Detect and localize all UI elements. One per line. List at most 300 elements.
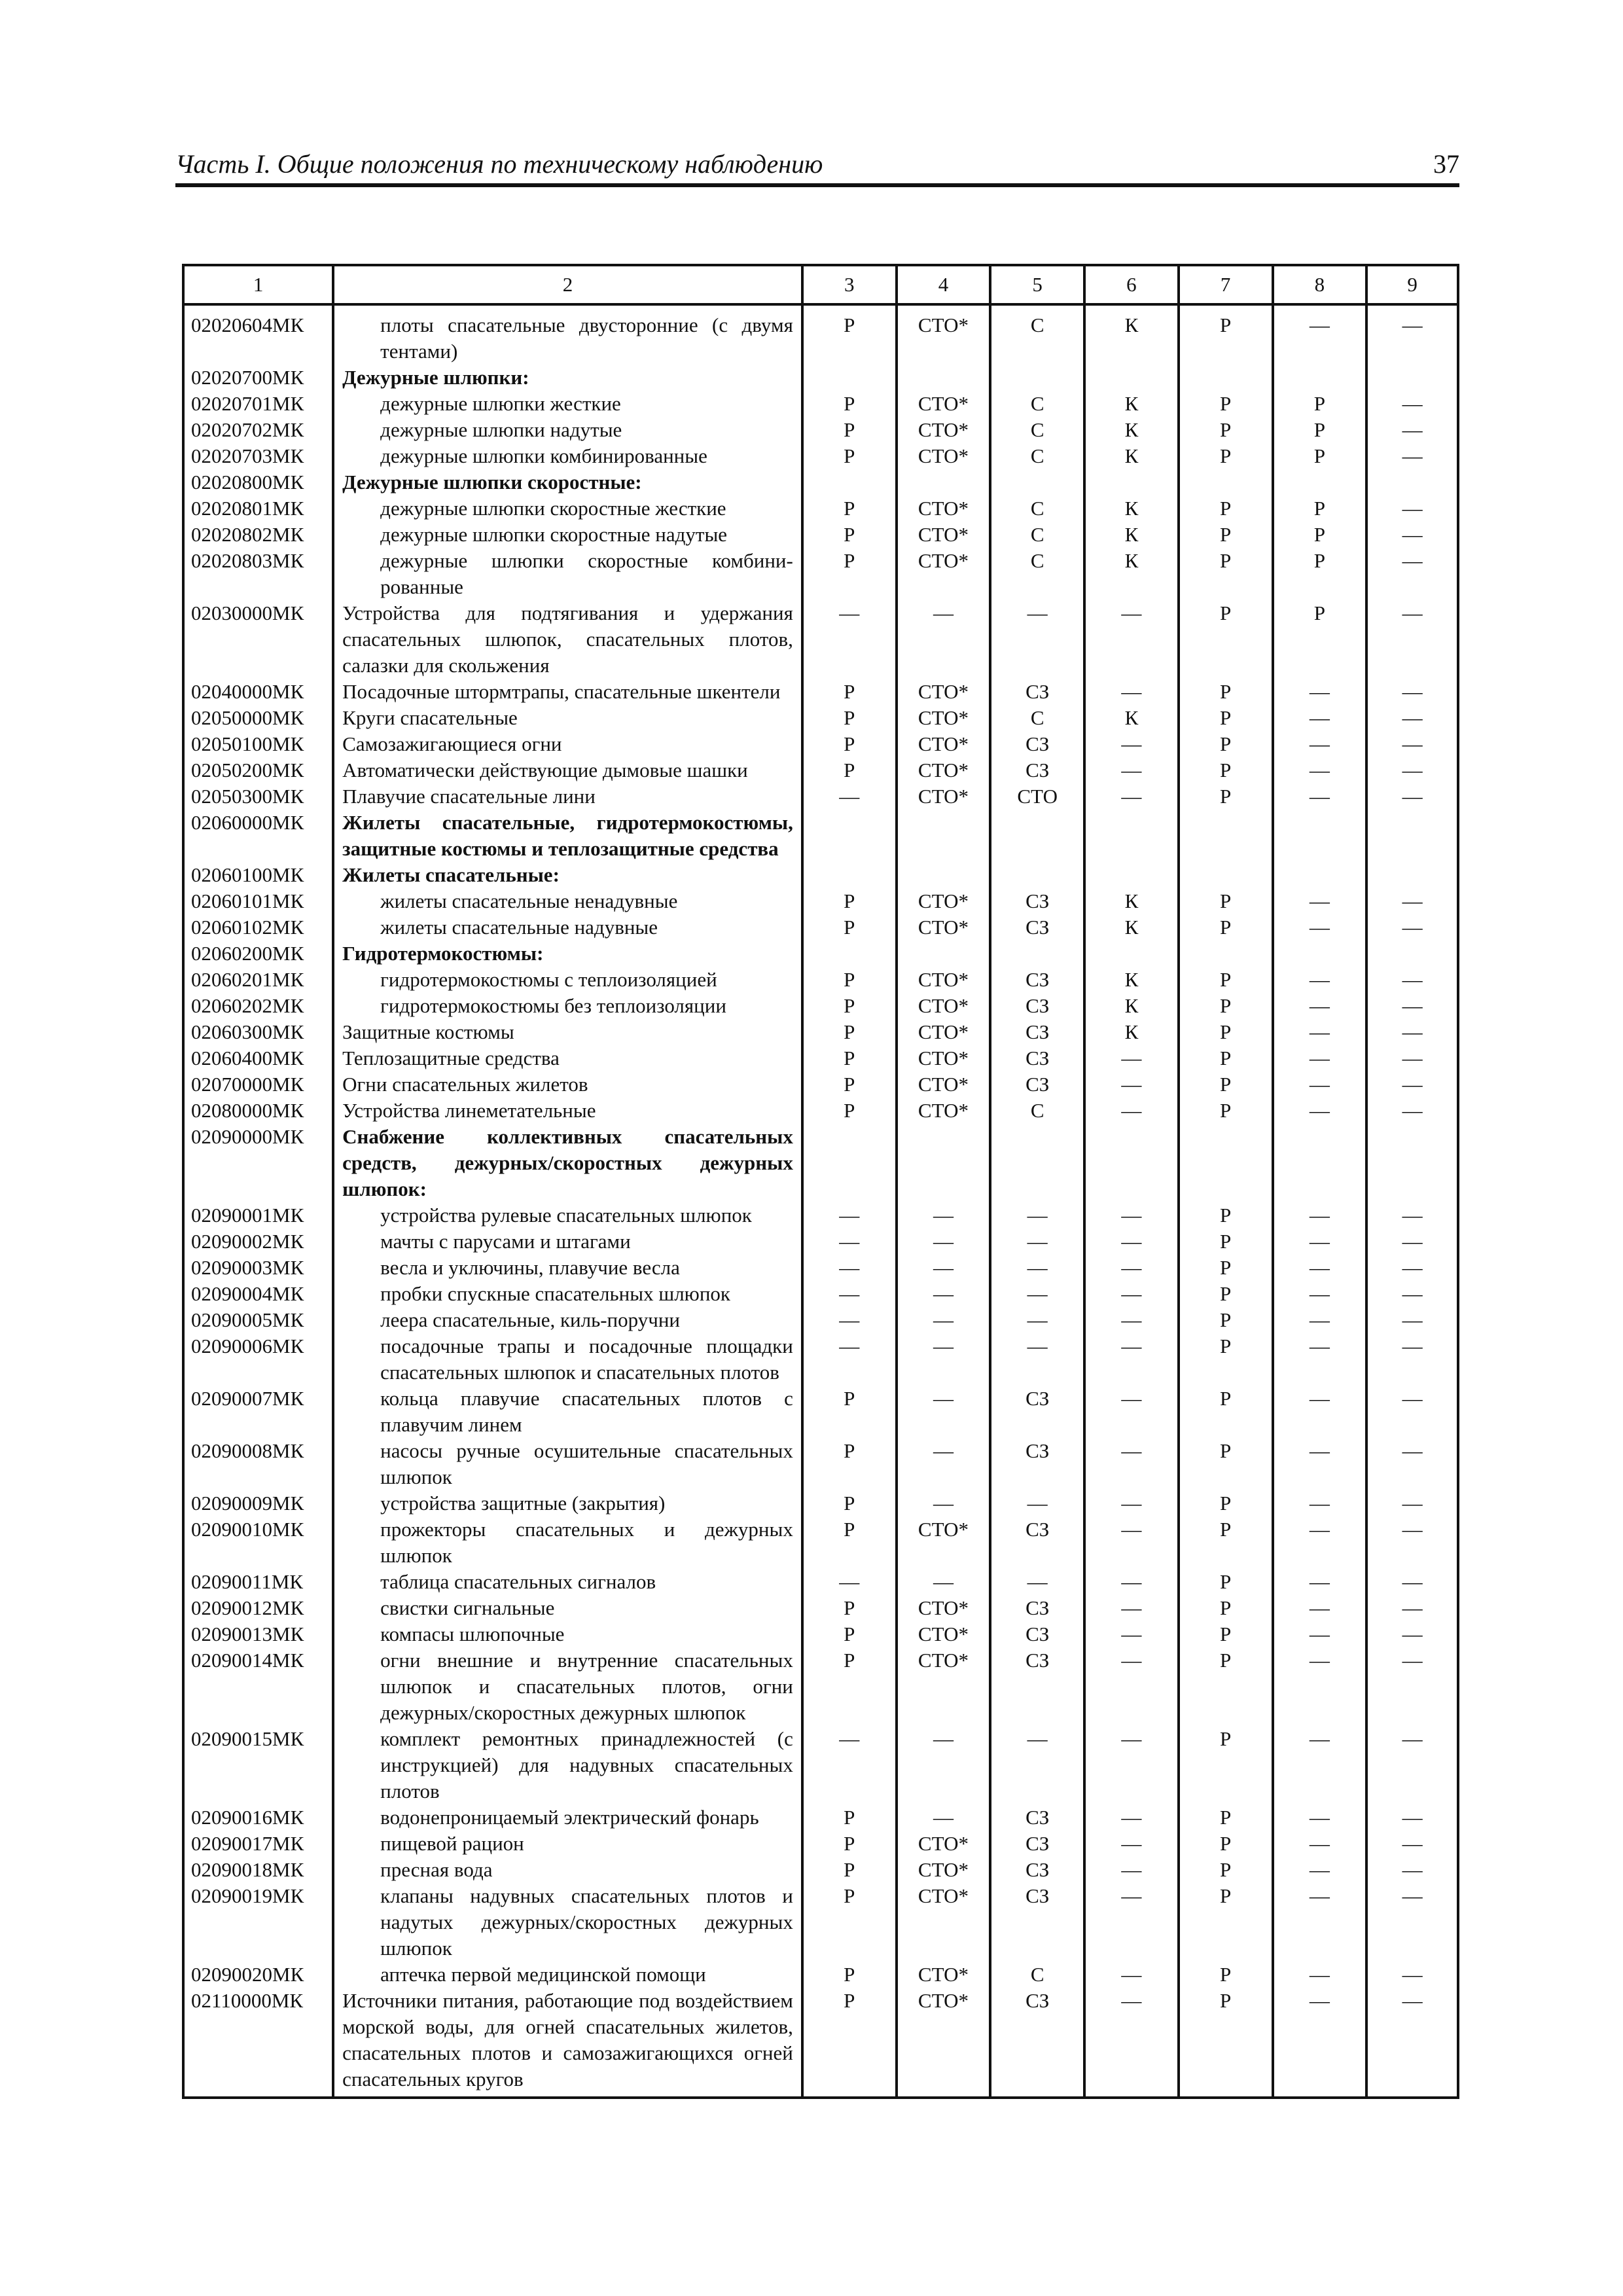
value-col-9: — (1366, 967, 1458, 993)
value-col-9: — (1366, 443, 1458, 469)
table-row (183, 522, 1458, 548)
item-code: 02060101МК (183, 888, 333, 914)
value-col-4: — (897, 1229, 991, 1255)
value-col-4: — (897, 1569, 991, 1595)
table-row (183, 967, 1458, 993)
item-name: клапаны надувных спасательных плотов и надутых дежурных/скоростных дежурных шлюпок (333, 1883, 802, 1962)
value-col-3: Р (802, 1857, 897, 1883)
value-col-7: Р (1179, 914, 1273, 941)
item-code: 02090020МК (183, 1962, 333, 1988)
value-col-5: — (990, 1569, 1084, 1595)
value-col-3: Р (802, 495, 897, 522)
value-col-9: — (1366, 1490, 1458, 1516)
value-col-9: — (1366, 1831, 1458, 1857)
value-col-7: Р (1179, 1045, 1273, 1071)
value-col-6: — (1084, 1098, 1179, 1124)
item-name: кольца плавучие спасательных плотов с плавучим линем (333, 1386, 802, 1438)
value-col-3: — (802, 1726, 897, 1804)
value-col-3: Р (802, 304, 897, 365)
item-name: прожекторы спасательных и дежурных шлюпок (333, 1516, 802, 1569)
value-col-5: — (990, 600, 1084, 679)
value-col-9: — (1366, 783, 1458, 810)
value-col-7: Р (1179, 1307, 1273, 1333)
item-code: 02070000МК (183, 1071, 333, 1098)
value-col-7: Р (1179, 1516, 1273, 1569)
table-row (183, 469, 1458, 495)
table-row (183, 443, 1458, 469)
value-col-4: СТО* (897, 391, 991, 417)
value-col-5: — (990, 1490, 1084, 1516)
value-col-9: — (1366, 417, 1458, 443)
value-col-4: — (897, 1726, 991, 1804)
value-col-7: Р (1179, 1255, 1273, 1281)
value-col-5: СЗ (990, 1386, 1084, 1438)
value-col-3: Р (802, 1621, 897, 1647)
value-col-7 (1179, 469, 1273, 495)
value-col-6 (1084, 469, 1179, 495)
value-col-8: — (1273, 1333, 1367, 1386)
value-col-5: — (990, 1307, 1084, 1333)
value-col-6: — (1084, 1045, 1179, 1071)
value-col-6: — (1084, 1490, 1179, 1516)
value-col-6: К (1084, 993, 1179, 1019)
value-col-8: — (1273, 1831, 1367, 1857)
value-col-5: СТО (990, 783, 1084, 810)
value-col-8: — (1273, 1988, 1367, 2098)
value-col-6: — (1084, 1726, 1179, 1804)
value-col-8: — (1273, 1438, 1367, 1490)
value-col-7 (1179, 1124, 1273, 1202)
value-col-4: СТО* (897, 1883, 991, 1962)
item-code: 02090018МК (183, 1857, 333, 1883)
value-col-8 (1273, 810, 1367, 862)
value-col-4 (897, 862, 991, 888)
table-row (183, 1595, 1458, 1621)
value-col-9: — (1366, 391, 1458, 417)
value-col-7: Р (1179, 1229, 1273, 1255)
value-col-8: — (1273, 1516, 1367, 1569)
item-code: 02090002МК (183, 1229, 333, 1255)
item-name: дежурные шлюпки скоростные надутые (333, 522, 802, 548)
value-col-7: Р (1179, 1281, 1273, 1307)
value-col-4: — (897, 1333, 991, 1386)
value-col-8: Р (1273, 391, 1367, 417)
value-col-6: — (1084, 1229, 1179, 1255)
value-col-9: — (1366, 304, 1458, 365)
table-row (183, 1307, 1458, 1333)
item-name: Теплозащитные средства (333, 1045, 802, 1071)
value-col-4: СТО* (897, 1071, 991, 1098)
value-col-4: СТО* (897, 1962, 991, 1988)
value-col-7: Р (1179, 548, 1273, 600)
value-col-5: — (990, 1229, 1084, 1255)
value-col-9: — (1366, 1595, 1458, 1621)
value-col-3: Р (802, 1386, 897, 1438)
table-row (183, 888, 1458, 914)
value-col-7 (1179, 810, 1273, 862)
item-code: 02090016МК (183, 1804, 333, 1831)
value-col-4 (897, 469, 991, 495)
value-col-7: Р (1179, 1831, 1273, 1857)
item-code: 02090000МК (183, 1124, 333, 1202)
item-code: 02020801МК (183, 495, 333, 522)
item-name: огни внешние и внутренние спасательных шлюпок и спасательных плотов, огни дежурных/скоростных дежурных шлюпок (333, 1647, 802, 1726)
item-name: свистки сигнальные (333, 1595, 802, 1621)
value-col-3: Р (802, 757, 897, 783)
item-code: 02020604МК (183, 304, 333, 365)
item-code: 02020703МК (183, 443, 333, 469)
value-col-3: Р (802, 1071, 897, 1098)
item-name: Самозажигающиеся огни (333, 731, 802, 757)
item-name: посадочные трапы и посадочные площадки спасательных шлюпок и спасательных плотов (333, 1333, 802, 1386)
item-name: мачты с парусами и штагами (333, 1229, 802, 1255)
item-name: гидротермокостюмы с теплоизоляцией (333, 967, 802, 993)
value-col-4: — (897, 1386, 991, 1438)
value-col-3: Р (802, 391, 897, 417)
value-col-3: — (802, 1569, 897, 1595)
value-col-4 (897, 1124, 991, 1202)
value-col-5: СЗ (990, 1621, 1084, 1647)
item-name: пресная вода (333, 1857, 802, 1883)
item-name: леера спасательные, киль-поручни (333, 1307, 802, 1333)
value-col-9: — (1366, 1098, 1458, 1124)
value-col-4 (897, 941, 991, 967)
value-col-7: Р (1179, 1647, 1273, 1726)
table-row (183, 1438, 1458, 1490)
value-col-6: — (1084, 1647, 1179, 1726)
value-col-8 (1273, 469, 1367, 495)
table-row (183, 1098, 1458, 1124)
value-col-4: СТО* (897, 1595, 991, 1621)
item-code: 02090007МК (183, 1386, 333, 1438)
value-col-4: СТО* (897, 783, 991, 810)
value-col-7: Р (1179, 757, 1273, 783)
item-code: 02090013МК (183, 1621, 333, 1647)
item-code: 02090010МК (183, 1516, 333, 1569)
value-col-3: Р (802, 1019, 897, 1045)
value-col-7: Р (1179, 993, 1273, 1019)
value-col-6: — (1084, 783, 1179, 810)
value-col-4: СТО* (897, 495, 991, 522)
column-header: 1 (183, 265, 333, 304)
value-col-9 (1366, 365, 1458, 391)
item-name: компасы шлюпочные (333, 1621, 802, 1647)
item-name: Источники питания, работающие под воздействием морской воды, для огней спасательных жилетов, спасательных плотов и самозажигающихся огней спасательных кругов (333, 1988, 802, 2098)
value-col-5: СЗ (990, 914, 1084, 941)
value-col-8: — (1273, 1569, 1367, 1595)
value-col-6: К (1084, 705, 1179, 731)
value-col-4: СТО* (897, 443, 991, 469)
value-col-9: — (1366, 679, 1458, 705)
value-col-8 (1273, 365, 1367, 391)
value-col-6: — (1084, 1071, 1179, 1098)
item-code: 02020700МК (183, 365, 333, 391)
item-code: 02060201МК (183, 967, 333, 993)
value-col-8: — (1273, 1045, 1367, 1071)
value-col-8: — (1273, 304, 1367, 365)
value-col-5: С (990, 705, 1084, 731)
value-col-7: Р (1179, 1386, 1273, 1438)
value-col-4: СТО* (897, 522, 991, 548)
value-col-6 (1084, 365, 1179, 391)
value-col-8: Р (1273, 417, 1367, 443)
value-col-9: — (1366, 1071, 1458, 1098)
item-code: 02090001МК (183, 1202, 333, 1229)
table-row (183, 1988, 1458, 2098)
item-name: Снабжение коллективных спасательных средств, дежурных/скоростных дежурных шлюпок: (333, 1124, 802, 1202)
item-name: комплект ремонтных принадлежностей (с инструкцией) для надувных спасательных плотов (333, 1726, 802, 1804)
value-col-3 (802, 365, 897, 391)
value-col-6: К (1084, 391, 1179, 417)
item-name: устройства защитные (закрытия) (333, 1490, 802, 1516)
value-col-9: — (1366, 1333, 1458, 1386)
value-col-7: Р (1179, 1202, 1273, 1229)
table-row (183, 731, 1458, 757)
value-col-3: Р (802, 967, 897, 993)
value-col-5: СЗ (990, 1883, 1084, 1962)
item-name: насосы ручные осушительные спасательных шлюпок (333, 1438, 802, 1490)
item-code: 02090014МК (183, 1647, 333, 1726)
value-col-5: СЗ (990, 967, 1084, 993)
item-code: 02090019МК (183, 1883, 333, 1962)
value-col-6: К (1084, 443, 1179, 469)
value-col-5 (990, 365, 1084, 391)
value-col-5: СЗ (990, 1019, 1084, 1045)
value-col-7: Р (1179, 1883, 1273, 1962)
value-col-6: — (1084, 1307, 1179, 1333)
item-name: весла и уключины, плавучие весла (333, 1255, 802, 1281)
item-code: 02040000МК (183, 679, 333, 705)
item-code: 02060102МК (183, 914, 333, 941)
value-col-7: Р (1179, 705, 1273, 731)
value-col-5: СЗ (990, 1647, 1084, 1726)
value-col-5: СЗ (990, 1595, 1084, 1621)
item-name: Круги спасательные (333, 705, 802, 731)
page-number: 37 (1433, 149, 1459, 179)
value-col-4: СТО* (897, 888, 991, 914)
column-header: 8 (1273, 265, 1367, 304)
value-col-5: СЗ (990, 731, 1084, 757)
value-col-9: — (1366, 888, 1458, 914)
item-code: 02060202МК (183, 993, 333, 1019)
value-col-9: — (1366, 1045, 1458, 1071)
column-header: 7 (1179, 265, 1273, 304)
item-code: 02020803МК (183, 548, 333, 600)
value-col-8: — (1273, 1229, 1367, 1255)
value-col-7: Р (1179, 1988, 1273, 2098)
value-col-4: — (897, 1281, 991, 1307)
item-code: 02060400МК (183, 1045, 333, 1071)
value-col-4: СТО* (897, 1831, 991, 1857)
value-col-5: СЗ (990, 1071, 1084, 1098)
value-col-4: СТО* (897, 304, 991, 365)
value-col-6: К (1084, 417, 1179, 443)
value-col-6: — (1084, 1386, 1179, 1438)
table-row (183, 705, 1458, 731)
value-col-9: — (1366, 705, 1458, 731)
item-name: водонепроницаемый электрический фонарь (333, 1804, 802, 1831)
value-col-7: Р (1179, 967, 1273, 993)
table-row (183, 391, 1458, 417)
value-col-9 (1366, 1124, 1458, 1202)
table-row (183, 417, 1458, 443)
table-row (183, 1569, 1458, 1595)
value-col-9: — (1366, 1883, 1458, 1962)
value-col-5: С (990, 1962, 1084, 1988)
value-col-3: — (802, 1229, 897, 1255)
value-col-7: Р (1179, 783, 1273, 810)
table-row (183, 679, 1458, 705)
item-name: Жилеты спасательные: (333, 862, 802, 888)
item-name: Защитные костюмы (333, 1019, 802, 1045)
value-col-9: — (1366, 1386, 1458, 1438)
value-col-9: — (1366, 993, 1458, 1019)
item-code: 02050300МК (183, 783, 333, 810)
value-col-3: — (802, 1281, 897, 1307)
value-col-3: Р (802, 1490, 897, 1516)
table-row (183, 1281, 1458, 1307)
value-col-4: СТО* (897, 1045, 991, 1071)
value-col-7: Р (1179, 1962, 1273, 1988)
value-col-4: — (897, 1804, 991, 1831)
value-col-8: — (1273, 1726, 1367, 1804)
item-name: дежурные шлюпки жесткие (333, 391, 802, 417)
item-name: дежурные шлюпки комбинированные (333, 443, 802, 469)
item-code: 02030000МК (183, 600, 333, 679)
value-col-5: С (990, 391, 1084, 417)
value-col-8: — (1273, 1386, 1367, 1438)
table-row (183, 1490, 1458, 1516)
value-col-8: — (1273, 679, 1367, 705)
value-col-8: — (1273, 1857, 1367, 1883)
item-name: плоты спасательные двусторонние (с двумя тентами) (333, 304, 802, 365)
value-col-7: Р (1179, 1333, 1273, 1386)
value-col-9: — (1366, 914, 1458, 941)
value-col-4: СТО* (897, 1019, 991, 1045)
value-col-8: — (1273, 1804, 1367, 1831)
table-body (183, 304, 1458, 2098)
value-col-7: Р (1179, 1857, 1273, 1883)
value-col-4: СТО* (897, 1516, 991, 1569)
value-col-6: — (1084, 1516, 1179, 1569)
table-row (183, 1333, 1458, 1386)
value-col-5: — (990, 1202, 1084, 1229)
value-col-9: — (1366, 1726, 1458, 1804)
value-col-9: — (1366, 1229, 1458, 1255)
table-row (183, 1831, 1458, 1857)
value-col-7: Р (1179, 1438, 1273, 1490)
value-col-8: — (1273, 1595, 1367, 1621)
value-col-9: — (1366, 1255, 1458, 1281)
value-col-5: — (990, 1281, 1084, 1307)
item-name: Устройства для подтягивания и удержания спасательных шлюпок, спасательных плотов, салазки для скольжения (333, 600, 802, 679)
value-col-5: С (990, 304, 1084, 365)
value-col-3: Р (802, 705, 897, 731)
table-row (183, 1621, 1458, 1647)
value-col-5: — (990, 1255, 1084, 1281)
value-col-8: Р (1273, 443, 1367, 469)
value-col-9: — (1366, 1202, 1458, 1229)
value-col-4: СТО* (897, 1988, 991, 2098)
value-col-7: Р (1179, 888, 1273, 914)
value-col-9: — (1366, 522, 1458, 548)
value-col-4: СТО* (897, 993, 991, 1019)
table-row (183, 1202, 1458, 1229)
value-col-6: — (1084, 1804, 1179, 1831)
table-row (183, 783, 1458, 810)
value-col-6: — (1084, 679, 1179, 705)
value-col-5: — (990, 1726, 1084, 1804)
value-col-6: — (1084, 600, 1179, 679)
value-col-8: — (1273, 1019, 1367, 1045)
value-col-4 (897, 365, 991, 391)
value-col-9 (1366, 810, 1458, 862)
value-col-7: Р (1179, 1804, 1273, 1831)
value-col-5: СЗ (990, 1045, 1084, 1071)
item-name: гидротермокостюмы без теплоизоляции (333, 993, 802, 1019)
value-col-8: — (1273, 1647, 1367, 1726)
value-col-7: Р (1179, 495, 1273, 522)
value-col-5: С (990, 495, 1084, 522)
item-code: 02090004МК (183, 1281, 333, 1307)
value-col-8: — (1273, 1071, 1367, 1098)
item-code: 02020800МК (183, 469, 333, 495)
item-code: 02050000МК (183, 705, 333, 731)
table-row (183, 1019, 1458, 1045)
item-name: пищевой рацион (333, 1831, 802, 1857)
value-col-8 (1273, 1124, 1367, 1202)
value-col-8: — (1273, 1202, 1367, 1229)
value-col-7: Р (1179, 417, 1273, 443)
item-name: Автоматически действующие дымовые шашки (333, 757, 802, 783)
value-col-4: СТО* (897, 757, 991, 783)
value-col-4: — (897, 600, 991, 679)
item-name: дежурные шлюпки скоростные комбинированные (333, 548, 802, 600)
value-col-8: Р (1273, 495, 1367, 522)
item-name: аптечка первой медицинской помощи (333, 1962, 802, 1988)
item-name: дежурные шлюпки скоростные жесткие (333, 495, 802, 522)
column-header: 5 (990, 265, 1084, 304)
value-col-9 (1366, 469, 1458, 495)
value-col-7: Р (1179, 443, 1273, 469)
table-row (183, 304, 1458, 365)
value-col-4: СТО* (897, 1621, 991, 1647)
item-name: Огни спасательных жилетов (333, 1071, 802, 1098)
value-col-9: — (1366, 1438, 1458, 1490)
value-col-6: — (1084, 1255, 1179, 1281)
value-col-3: — (802, 1202, 897, 1229)
value-col-9: — (1366, 1569, 1458, 1595)
value-col-7: Р (1179, 600, 1273, 679)
value-col-6: К (1084, 914, 1179, 941)
value-col-9: — (1366, 1804, 1458, 1831)
value-col-9: — (1366, 600, 1458, 679)
item-name: Жилеты спасательные, гидротермокостюмы, защитные костюмы и теплозащитные средства (333, 810, 802, 862)
value-col-3: — (802, 1307, 897, 1333)
value-col-9: — (1366, 1281, 1458, 1307)
running-title: Часть I. Общие положения по техническому наблюдению (175, 149, 823, 179)
value-col-7: Р (1179, 391, 1273, 417)
value-col-7: Р (1179, 1621, 1273, 1647)
value-col-5: С (990, 417, 1084, 443)
item-code: 02050200МК (183, 757, 333, 783)
item-code: 02090011МК (183, 1569, 333, 1595)
table-row (183, 1804, 1458, 1831)
value-col-7: Р (1179, 1019, 1273, 1045)
value-col-9: — (1366, 495, 1458, 522)
item-code: 02020802МК (183, 522, 333, 548)
value-col-5 (990, 469, 1084, 495)
